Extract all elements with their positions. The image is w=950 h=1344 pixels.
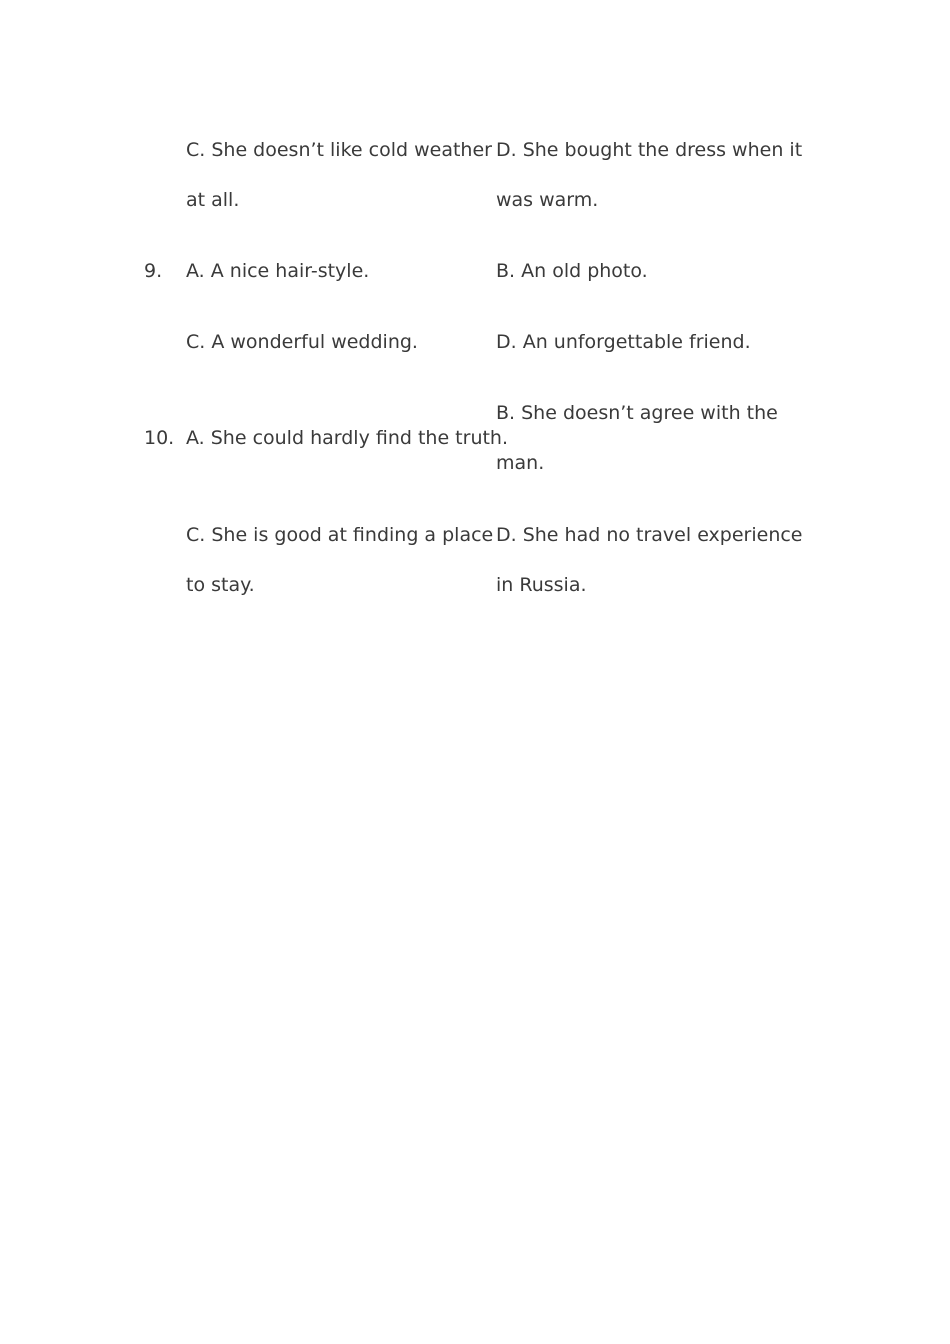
q10-option-c-line1: C. She is good at finding a place	[186, 524, 494, 546]
q10-option-c-line2: to stay.	[186, 574, 255, 596]
q8-option-d-line1: D. She bought the dress when it	[496, 139, 803, 161]
q9-option-b: B. An old photo.	[496, 260, 648, 282]
q10-option-b-line1: B. She doesn’t agree with the	[496, 402, 778, 424]
q9-number: 9.	[144, 260, 163, 282]
q8-option-d-line2: was warm.	[496, 189, 599, 211]
q8-option-c-line2: at all.	[186, 189, 240, 211]
q9-option-a: A. A nice hair-style.	[186, 260, 370, 282]
q8-option-c-line1: C. She doesn’t like cold weather	[186, 139, 492, 161]
q10-option-a: A. She could hardly find the truth.	[186, 427, 509, 449]
q10-option-b-line2: man.	[496, 452, 545, 474]
q10-option-d-line2: in Russia.	[496, 574, 587, 596]
q9-option-d: D. An unforgettable friend.	[496, 331, 751, 353]
q10-option-d-line1: D. She had no travel experience	[496, 524, 803, 546]
q9-option-c: C. A wonderful wedding.	[186, 331, 418, 353]
q10-number: 10.	[144, 427, 175, 449]
